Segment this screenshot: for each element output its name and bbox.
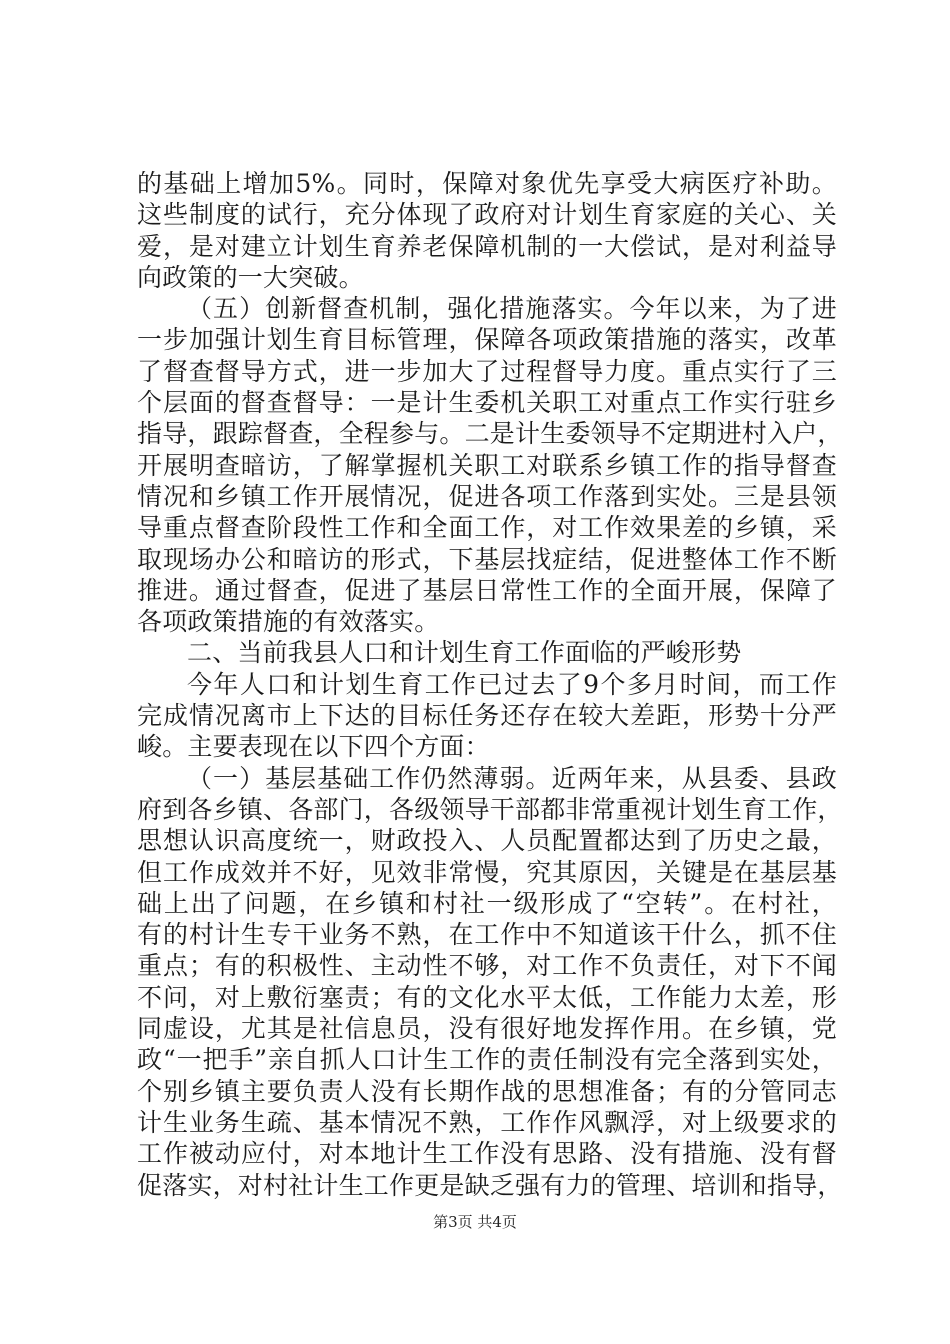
text-line: 重点；有的积极性、主动性不够，对工作不负责任，对下不闻 [137, 951, 837, 981]
section-heading-line: （一）基层基础工作仍然薄弱。近两年来，从县委、县政 [187, 763, 837, 793]
text-line: 不问，对上敷衍塞责；有的文化水平太低，工作能力太差，形 [137, 982, 837, 1012]
text-line: 开展明查暗访，了解掌握机关职工对联系乡镇工作的指导督查 [137, 450, 837, 480]
text-line: 推进。通过督查，促进了基层日常性工作的全面开展，保障了 [137, 575, 837, 605]
text-line: 个别乡镇主要负责人没有长期作战的思想准备；有的分管同志 [137, 1076, 837, 1106]
text-line: 一步加强计划生育目标管理，保障各项政策措施的落实，改革 [137, 325, 837, 355]
text-line: 各项政策措施的有效落实。 [137, 607, 440, 637]
text-line: 情况和乡镇工作开展情况，促进各项工作落到实处。三是县领 [137, 481, 837, 511]
text-line: 的基础上增加5%。同时，保障对象优先享受大病医疗补助。 [137, 169, 837, 198]
text-line: 这些制度的试行，充分体现了政府对计划生育家庭的关心、关 [137, 200, 837, 230]
text-line: 个层面的督查督导：一是计生委机关职工对重点工作实行驻乡 [137, 388, 837, 418]
text-line: 促落实，对村社计生工作更是缺乏强有力的管理、培训和指导， [137, 1170, 843, 1200]
text-line: 有的村计生专干业务不熟，在工作中不知道该干什么，抓不住 [137, 920, 837, 950]
paragraph-start-line: 今年人口和计划生育工作已过去了9个多月时间，而工作 [187, 669, 837, 699]
text-line: 导重点督查阶段性工作和全面工作，对工作效果差的乡镇，采 [137, 513, 837, 543]
text-line: 峻。主要表现在以下四个方面： [137, 732, 490, 762]
text-line: 取现场办公和暗访的形式，下基层找症结，促进整体工作不断 [137, 544, 837, 574]
text-line: 府到各乡镇、各部门，各级领导干部都非常重视计划生育工作， [137, 794, 843, 824]
text-line: 计生业务生疏、基本情况不熟，工作作风飘浮，对上级要求的 [137, 1107, 837, 1137]
text-line: 但工作成效并不好，见效非常慢，究其原因，关键是在基层基 [137, 857, 837, 887]
text-line: 指导，跟踪督查，全程参与。二是计生委领导不定期进村入户， [137, 419, 843, 449]
text-line: 工作被动应付，对本地计生工作没有思路、没有措施、没有督 [137, 1139, 837, 1169]
text-line: 向政策的一大突破。 [137, 262, 364, 292]
document-body [137, 168, 843, 1201]
section-heading: 二、当前我县人口和计划生育工作面临的严峻形势 [187, 638, 742, 668]
text-line: 完成情况离市上下达的目标任务还存在较大差距，形势十分严 [137, 701, 837, 731]
text-line: 同虚设，尤其是社信息员，没有很好地发挥作用。在乡镇，党 [137, 1014, 837, 1044]
text-line: 政“一把手”亲自抓人口计生工作的责任制没有完全落到实处， [137, 1045, 837, 1075]
page-number-footer: 第3页 共4页 [433, 1213, 517, 1231]
text-line: 础上出了问题，在乡镇和村社一级形成了“空转”。在村社， [137, 888, 837, 918]
section-heading-line: （五）创新督查机制，强化措施落实。今年以来，为了进 [187, 294, 837, 324]
text-line: 爱，是对建立计划生育养老保障机制的一大偿试，是对利益导 [137, 231, 837, 261]
text-line: 了督查督导方式，进一步加大了过程督导力度。重点实行了三 [137, 356, 837, 386]
text-line: 思想认识高度统一，财政投入、人员配置都达到了历史之最， [137, 826, 837, 856]
